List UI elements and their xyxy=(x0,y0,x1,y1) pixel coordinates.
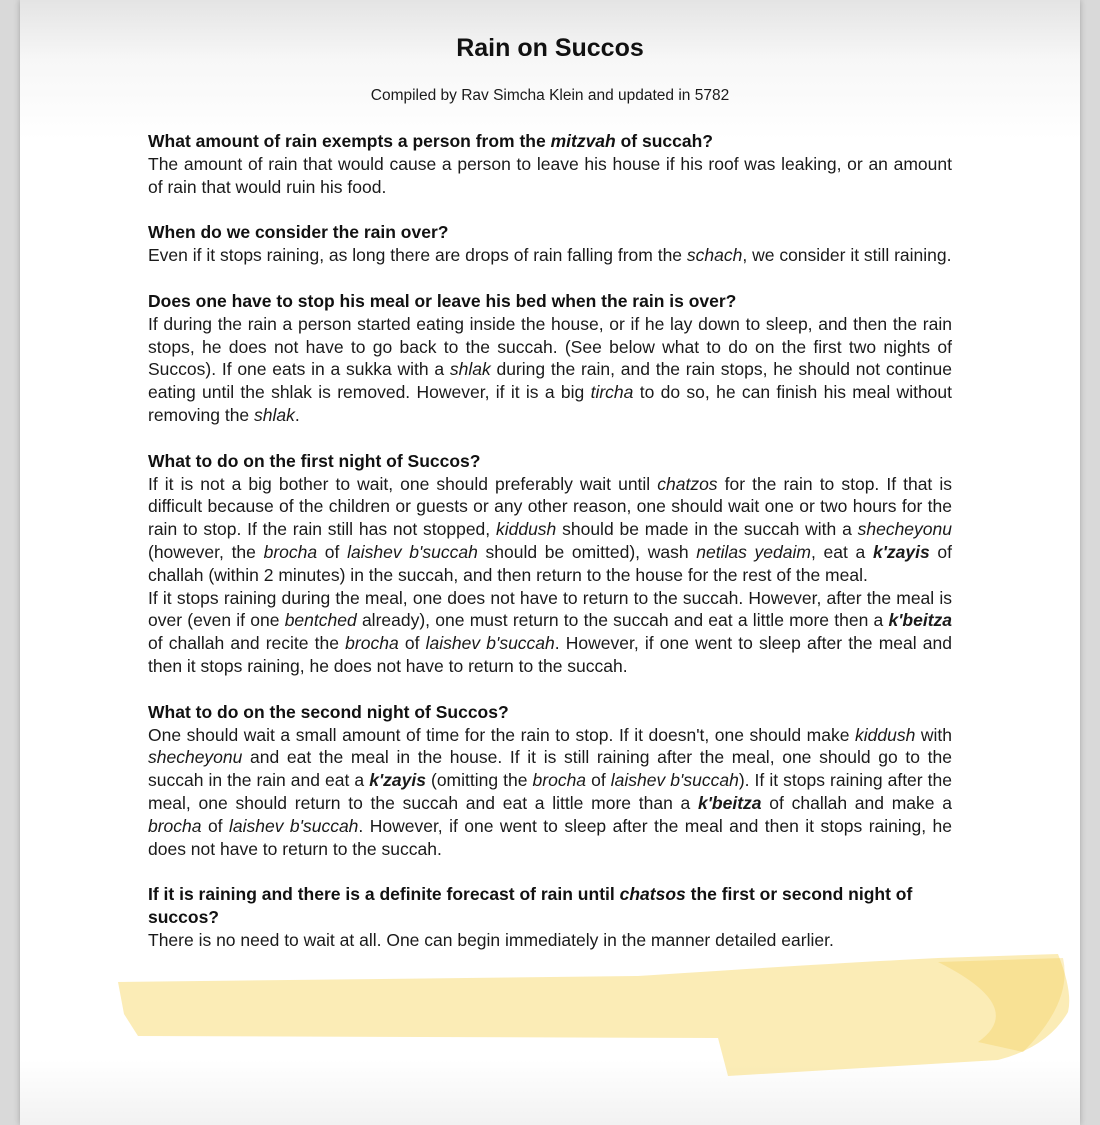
italic-term: laishev b'succah xyxy=(228,815,359,836)
section-question xyxy=(148,450,952,473)
italic-term: tircha xyxy=(590,382,634,403)
text-run: already), one must return to the succah and eat a little more then a xyxy=(356,610,889,631)
qa-section xyxy=(148,883,952,951)
section-answer xyxy=(148,153,952,199)
text-run: for the rain to stop. If that is difficult because of the children or guests or any other reason, one should wait one or two hours for the rain to stop. If the rain still has not stopped, xyxy=(148,473,952,540)
text-run: One should wait a small amount of time for the rain to stop. If it doesn't, one should make xyxy=(148,724,856,745)
document-subtitle: Compiled by Rav Simcha Klein and updated in 5782 xyxy=(370,87,730,104)
section-question xyxy=(148,221,952,244)
qa-section xyxy=(148,701,952,861)
italic-term: shecheyonu xyxy=(148,747,243,768)
italic-term: netilas yedaim xyxy=(696,541,811,562)
text-run: to do so, he can finish his meal without removing the xyxy=(148,382,952,425)
text-run: and eat the meal in the house. If it is still raining after the meal, one should go to the succah in the rain and eat a xyxy=(148,747,952,791)
section-answer xyxy=(148,724,952,861)
text-run: . xyxy=(294,404,300,425)
italic-term: shlak xyxy=(449,359,491,380)
text-run: If it stops raining during the meal, one does not have to return to the succah. However, after the meal is over (even if one xyxy=(148,587,952,631)
text-run: If during the rain a person started eating inside the house, or if he lay down to sleep, and then the rain stops, he does not have to go back to the succah. (See below what to do on the first two nights of Succos). If one eats in a sukka with a xyxy=(148,313,952,380)
text-run: with xyxy=(915,724,953,745)
italic-term: brocha xyxy=(532,770,587,791)
text-run: The amount of rain that would cause a person to leave his house if his roof was leaking, or an amount of rain that would ruin his food. xyxy=(148,153,952,197)
bold-term: k'beitza xyxy=(698,792,762,813)
italic-term: laishev b'succah xyxy=(347,541,478,562)
qa-section xyxy=(148,290,952,427)
bold-term: k'beitza xyxy=(888,610,953,631)
text-run: of challah (within 2 minutes) in the succah, and then return to the house for the rest of the meal. xyxy=(148,541,952,585)
section-question xyxy=(148,883,952,929)
section-question xyxy=(148,130,952,153)
bold-term: k'zayis xyxy=(369,770,426,791)
document-title: Rain on Succos xyxy=(456,34,644,62)
italic-term: bentched xyxy=(284,610,357,631)
qa-section xyxy=(148,221,952,267)
section-answer xyxy=(148,587,952,678)
text-run: . However, if one went to sleep after the meal and then it stops raining, he does not have to return to the succah. xyxy=(148,633,952,676)
text-run: There is no need to wait at all. One can begin immediately in the manner detailed earlier. xyxy=(148,929,834,950)
italic-term: kiddush xyxy=(855,724,916,745)
text-run: (omitting the xyxy=(425,770,533,791)
text-run: What amount of rain exempts a person from the xyxy=(148,131,551,151)
text-run: should be omitted), wash xyxy=(477,541,697,562)
text-run: of xyxy=(317,541,348,562)
section-question xyxy=(148,290,952,313)
section-answer xyxy=(148,929,952,952)
text-run: Even if it stops raining, as long there are drops of rain falling from the xyxy=(148,245,687,266)
italic-term: chatsos xyxy=(619,884,686,905)
bold-term: k'zayis xyxy=(872,541,930,562)
text-run: during the rain, and the rain stops, he should not continue eating until the shlak is removed. However, if it is a big xyxy=(148,359,952,403)
qa-section xyxy=(148,450,952,678)
italic-term: chatzos xyxy=(657,473,718,494)
text-run: should be made in the succah with a xyxy=(556,519,858,540)
section-answer xyxy=(148,313,952,427)
section-answer xyxy=(148,244,952,267)
qa-section xyxy=(148,130,952,198)
text-run: , we consider it still raining. xyxy=(742,245,952,266)
text-run: , eat a xyxy=(810,541,873,562)
italic-term: shecheyonu xyxy=(857,519,952,540)
text-run: If it is raining and there is a definite forecast of rain until xyxy=(148,884,620,905)
italic-term: mitzvah xyxy=(550,131,616,151)
italic-term: laishev b'succah xyxy=(425,633,555,654)
italic-term: brocha xyxy=(345,633,399,654)
text-run: of xyxy=(398,633,426,654)
text-run: . However, if one went to sleep after the meal and then it stops raining, he does not have to return to the succah. xyxy=(148,815,953,859)
text-run: of challah and recite the xyxy=(148,633,346,654)
text-run: If it is not a big bother to wait, one should preferably wait until xyxy=(148,473,658,494)
text-run: What to do on the first night of Succos? xyxy=(148,450,481,471)
italic-term: schach xyxy=(686,245,743,266)
text-run: What to do on the second night of Succos? xyxy=(148,701,509,722)
text-run: of succah? xyxy=(615,131,713,151)
text-run: the first or second night of succos? xyxy=(148,884,913,928)
section-question xyxy=(148,701,952,724)
text-run: Does one have to stop his meal or leave his bed when the rain is over? xyxy=(148,290,737,311)
text-run: of challah and make a xyxy=(761,792,952,813)
italic-term: laishev b'succah xyxy=(610,770,739,791)
text-run: of xyxy=(586,770,611,791)
italic-term: shlak xyxy=(254,404,295,425)
italic-term: kiddush xyxy=(495,519,557,540)
text-run: (however, the xyxy=(148,541,264,562)
italic-term: brocha xyxy=(263,541,318,562)
text-run: When do we consider the rain over? xyxy=(148,222,449,243)
text-run: of xyxy=(201,815,229,836)
text-run: ). If it stops raining after the meal, one should return to the succah and eat a little more than a xyxy=(148,770,952,813)
italic-term: brocha xyxy=(148,815,202,836)
document-body xyxy=(148,130,952,975)
section-answer xyxy=(148,473,952,587)
